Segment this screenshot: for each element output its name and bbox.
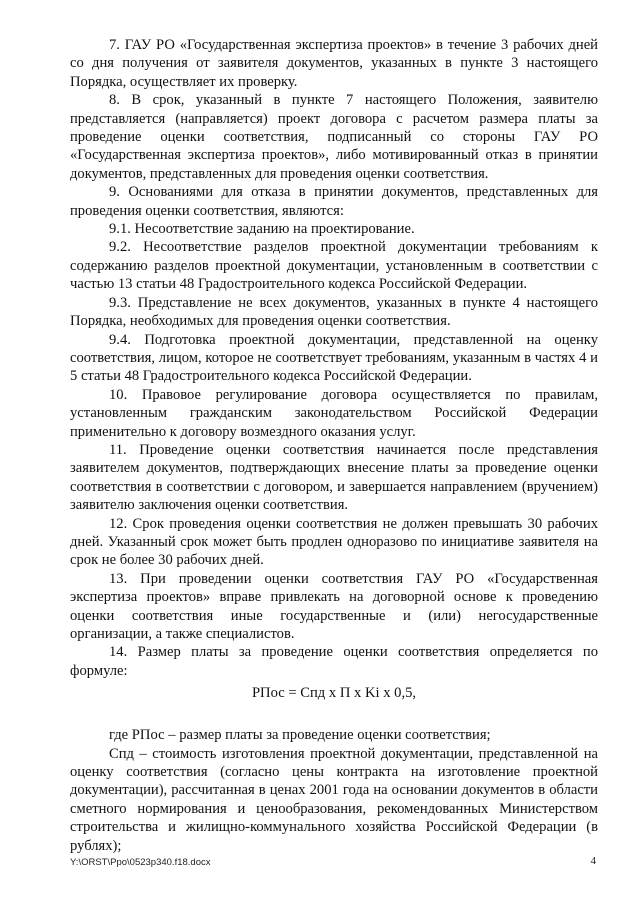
paragraph-9-3: 9.3. Представление не всех документов, указанных в пункте 4 настоящего Порядка, необходимых для проведения оценки соответствия.: [70, 294, 598, 330]
paragraph-7: 7. ГАУ РО «Государственная экспертиза проектов» в течение 3 рабочих дней со дня получения от заявителя документов, указанных в пункте 3 настоящего Порядка, осуществляет их проверку.: [70, 37, 598, 90]
paragraph-9: 9. Основаниями для отказа в принятии документов, представленных для проведения оценки соответствия, являются:: [70, 184, 598, 219]
paragraph-13: 13. При проведении оценки соответствия ГАУ РО «Государственная экспертиза проектов» вправе привлекать на договорной основе к проведению оценки соответствия иные государственные и (или) негосударственные организации, а также специалистов.: [70, 570, 598, 642]
paragraph-9-2: 9.2. Несоответствие разделов проектной документации требованиям к содержанию разделов проектной документации, установленным в соответствии с частью 13 статьи 48 Градостроительного кодекса Российской Федерации.: [70, 239, 598, 293]
payment-formula: РПос = Спд х П х Ki х 0,5,: [251, 685, 417, 702]
paragraph-8: 8. В срок, указанный в пункте 7 настоящего Положения, заявителю представляется (направляется) проект договора с расчетом размера платы за проведение оценки соответствия, подписанный со стороны ГАУ РО «Государственная экспертиза проектов», либо мотивированный отказ в принятии документов, представленных для проведения оценки соответствия.: [70, 92, 598, 182]
paragraph-11: 11. Проведение оценки соответствия начинается после представления заявителем документов, подтверждающих внесение платы за проведение оценки соответствия в соответствии с договором, и завершается направлением (вручением) заявителю заключения оценки соответствия.: [70, 441, 598, 514]
formula-legend-spd: Спд – стоимость изготовления проектной документации, представленной на оценку соответствия (согласно цены контракта на изготовление проектной документации), рассчитанная в ценах 2001 года на основании документов в области сметного нормирования и ценообразования, рекомендованных Министерством строительства и жилищно-коммунального хозяйства Российской Федерации (в рублях);: [70, 745, 598, 854]
document-body: [70, 36, 598, 855]
paragraph-12: 12. Срок проведения оценки соответствия не должен превышать 30 рабочих дней. Указанный срок может быть продлен одноразово по инициативе заявителя на срок не более 30 рабочих дней.: [70, 515, 598, 569]
paragraph-9-1: 9.1. Несоответствие заданию на проектирование.: [109, 221, 415, 238]
footer-file-path: Y:\ORST\Ppo\0523p340.f18.docx: [70, 857, 211, 868]
paragraph-10: 10. Правовое регулирование договора осуществляется по правилам, установленным гражданским законодательством Российской Федерации применительно к договору возмездного оказания услуг.: [70, 386, 598, 440]
paragraph-9-4: 9.4. Подготовка проектной документации, представленной на оценку соответствия, лицом, которое не соответствует требованиям, указанным в частях 4 и 5 статьи 48 Градостроительного кодекса Российской Федерации.: [70, 331, 598, 385]
page-number: 4: [590, 855, 596, 867]
paragraph-14: 14. Размер платы за проведение оценки соответствия определяется по формуле:: [70, 644, 598, 679]
formula-legend-rpos: где РПос – размер платы за проведение оценки соответствия;: [109, 727, 491, 744]
